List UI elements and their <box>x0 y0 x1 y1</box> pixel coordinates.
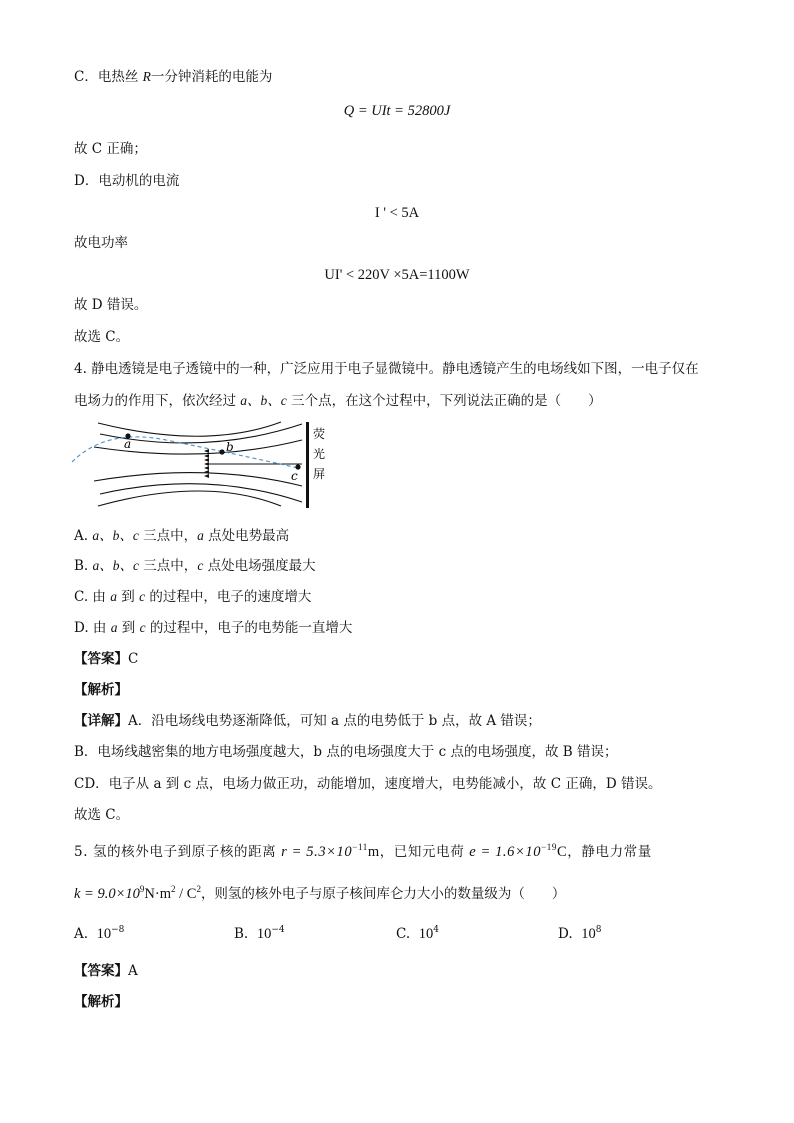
fluorescent-screen <box>306 422 309 508</box>
field-line-6 <box>98 491 281 506</box>
option-exp: 8 <box>595 925 602 935</box>
detail-label: 【详解】 <box>74 713 128 729</box>
k-unit-2-exp: 2 <box>196 884 201 894</box>
q4-option-b <box>74 557 316 575</box>
label-b: b <box>226 440 234 454</box>
answer-label: 【答案】 <box>74 651 128 667</box>
screen-label-3: 屏 <box>313 467 326 481</box>
q5-text-2: ，已知元电荷 <box>379 844 470 860</box>
screen-label-2: 光 <box>313 447 326 461</box>
option-letter: B. <box>234 926 249 942</box>
option-end: 点处电势最高 <box>203 528 290 544</box>
q5-option-c <box>396 926 439 943</box>
screen-label-1: 荧 <box>313 427 326 441</box>
power-intro: 故电功率 <box>74 235 128 251</box>
q4-choice: 故选 C。 <box>74 807 130 823</box>
option-letter: C. <box>396 926 411 942</box>
option-letter: C. 由 <box>74 589 111 605</box>
q4-stem-text-2: 三个点，在这个过程中，下列说法正确的是（ ） <box>286 393 602 409</box>
k-expression: k = 9.0×10 <box>74 886 140 902</box>
k-unit: N·m <box>144 886 171 902</box>
option-pt: c <box>197 558 204 573</box>
q4-option-d <box>74 619 352 637</box>
option-points: a、b、c <box>92 528 139 543</box>
q4-stem-text: 电场力的作用下，依次经过 <box>74 393 241 409</box>
field-line-5 <box>100 484 302 502</box>
label-c: c <box>291 469 298 483</box>
electron-trajectory <box>72 437 298 468</box>
option-end: 的过程中，电子的电势能一直增大 <box>145 620 353 636</box>
option-end: 的过程中，电子的速度增大 <box>145 589 312 605</box>
c-conclusion: 故 C 正确； <box>74 141 147 157</box>
option-pt: a <box>197 528 204 543</box>
q5-option-b <box>234 926 285 943</box>
q5-text-1: 5. 氢的核外电子到原子核的距离 <box>74 844 282 860</box>
q4-option-a <box>74 527 289 545</box>
r-unit: m <box>367 844 380 860</box>
option-pt: c <box>139 620 146 635</box>
option-exp: −4 <box>271 925 285 935</box>
q4-answer <box>74 650 138 668</box>
option-mid: 到 <box>117 620 140 636</box>
q5-option-d <box>558 926 601 943</box>
q4-option-c <box>74 588 311 606</box>
option-letter: D. 由 <box>74 620 111 636</box>
answer-label: 【答案】 <box>74 963 128 979</box>
q4-detail-cd: CD．电子从 a 到 c 点，电场力做正功，动能增加，速度增大，电势能减小，故 C 正确，D 错误。 <box>74 776 662 792</box>
q4-stem-line2 <box>74 392 602 410</box>
e-exponent: −19 <box>541 842 557 852</box>
option-pt: c <box>139 589 146 604</box>
e-expression: e = 1.6×10 <box>469 844 542 860</box>
c-option-var: R <box>142 69 151 84</box>
option-points: a、b、c <box>92 558 140 573</box>
option-mid: 三点中， <box>138 528 198 544</box>
option-base: 10 <box>96 926 112 942</box>
option-mid: 三点中， <box>139 558 198 574</box>
option-points: a <box>110 620 118 635</box>
d-option-title: D．电动机的电流 <box>74 173 180 189</box>
q5-stem-line2 <box>74 885 565 903</box>
option-mid: 到 <box>116 589 140 605</box>
answer-value: C <box>128 651 139 667</box>
k-exponent: 9 <box>139 884 145 894</box>
label-a: a <box>124 437 132 451</box>
q4-detail-b: B．电场线越密集的地方电场强度越大，b 点的电场强度大于 c 点的电场强度，故 B 错误； <box>74 744 618 760</box>
option-exp: −8 <box>111 925 125 935</box>
answer-value: A <box>128 963 138 979</box>
q5-stem-line1 <box>74 843 652 861</box>
option-letter: A. <box>74 528 93 544</box>
current-formula: I ' < 5A <box>374 205 420 221</box>
electric-field-figure <box>66 418 336 510</box>
q3-choice: 故选 C。 <box>74 329 130 345</box>
option-exp: 4 <box>433 925 439 935</box>
option-points: a <box>110 589 117 604</box>
c-option-prefix: C．电热丝 <box>74 69 143 85</box>
q5-analysis-label: 【解析】 <box>74 994 128 1010</box>
point-b <box>219 449 224 454</box>
energy-formula: Q = UIt = 52800J <box>343 103 451 119</box>
option-letter: A. <box>74 926 89 942</box>
q5-text-4: ，则氢的核外电子与原子核间库仑力大小的数量级为（ ） <box>200 886 566 902</box>
q5-answer <box>74 962 138 980</box>
q5-option-a <box>74 926 124 943</box>
detail-a-text: A．沿电场线电势逐渐降低，可知 a 点的电势低于 b 点，故 A 错误； <box>128 713 541 729</box>
d-conclusion: 故 D 错误。 <box>74 297 148 313</box>
field-line-1 <box>98 422 281 436</box>
k-unit-exp: 2 <box>170 884 176 894</box>
k-unit-2: / C <box>175 886 197 902</box>
option-letter: D. <box>558 926 573 942</box>
c-option-suffix: 一分钟消耗的电能为 <box>150 69 273 85</box>
r-exponent: −11 <box>352 842 368 852</box>
q4-detail-a <box>74 712 541 730</box>
r-expression: r = 5.3×10 <box>281 844 353 860</box>
option-letter: B. <box>74 558 93 574</box>
q5-text-3: ，静电力常量 <box>567 844 652 860</box>
option-end: 点处电场强度最大 <box>203 558 316 574</box>
e-unit: C <box>556 844 568 860</box>
option-base: 10 <box>256 926 272 942</box>
option-base: 10 <box>581 926 596 942</box>
option-base: 10 <box>418 926 434 942</box>
q4-analysis-label: 【解析】 <box>74 682 128 698</box>
power-formula: UI' < 220V ×5A=1100W <box>324 267 470 283</box>
c-option-line <box>74 68 272 86</box>
q4-stem-points: a、b、c <box>240 393 287 408</box>
q4-stem-line1: 4. 静电透镜是电子透镜中的一种，广泛应用于电子显微镜中。静电透镜产生的电场线如下图，一电子仅在 <box>74 361 699 377</box>
